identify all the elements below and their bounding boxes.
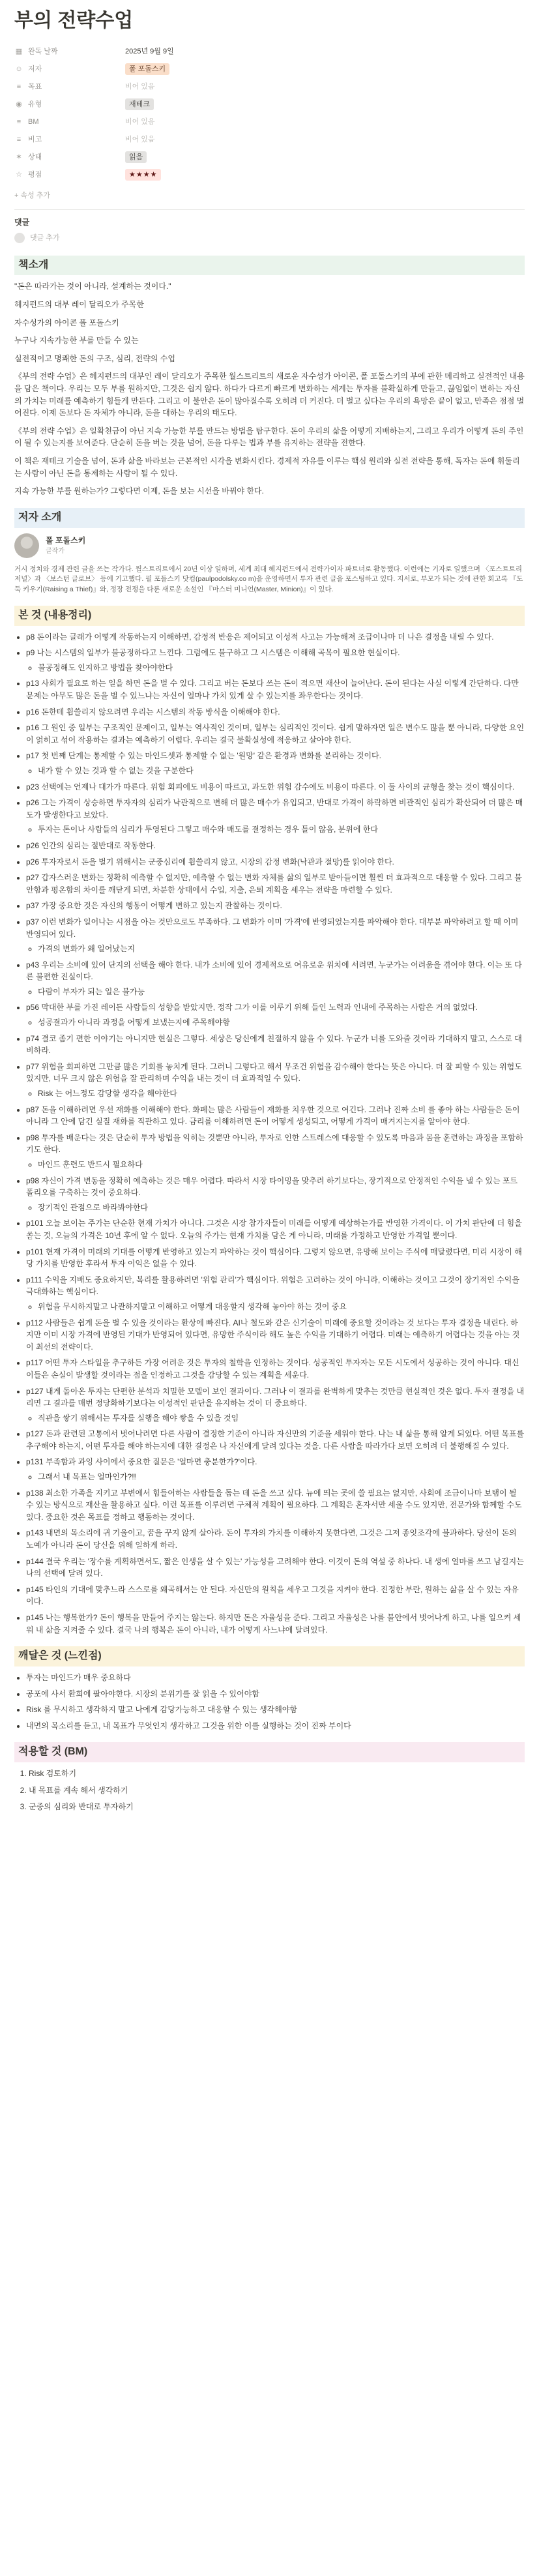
note-text: p16 그 원인 중 일부는 구조적인 문제이고, 일부는 역사적인 것이며, 일부는 심리적인 것이다. 쉽게 말하자면 일은 변수도 많을 뿐 아니라, 다양한 요인이 얽히고 섞어 작용하는 결과는 예측하기 어렵다. 우리는 결국 불확실성에 적응하고 살아야 한다. [26, 723, 525, 745]
property-label: 평점 [28, 170, 42, 179]
note-item [26, 1612, 525, 1636]
add-property-button[interactable]: + 속성 추가 [14, 192, 51, 200]
property-tag: 재테크 [125, 98, 154, 110]
property-row[interactable] [14, 131, 525, 149]
author-bio: 거시 정치와 경제 관련 글을 쓰는 작가다. 월스트리트에서 20년 이상 일하며, 세계 최대 헤지펀드에서 전략가이자 파트너로 활동했다. 이런에는 기자로 일했으며 〈포스트트리 저널〉과 〈보스턴 글로브〉 등에 기고했다. 필 포돌스키 닷컴(paulpodolsky.co m)을 운영하면서 투자 관련 글을 포스팅하고 있다. 지서로, 부모가 되는 것에 관한 회고록 『도둑 키우기(Raising a Thief)』와, 정장 전쟁을 다룬 새로운 소설인 『마스터 미니언(Master, Minion)』이 있다. [14, 565, 523, 594]
notes-list [14, 631, 525, 1636]
note-item [26, 1317, 525, 1354]
note-item [26, 1104, 525, 1128]
text-icon: ≡ [16, 118, 22, 126]
divider [14, 209, 525, 210]
note-item [26, 1385, 525, 1425]
note-subitem: ◦ 투자는 톤이나 사람들의 심리가 투영된다 그렇고 매수와 매도를 결정하는 경우 틀이 않음, 분위에 한다 [38, 823, 525, 836]
lessons-list [14, 1672, 525, 1732]
intro-paragraph: 《부의 전략 수업》은 일확천금이 아닌 지속 가능한 부를 만드는 방법을 탐구한다. 돈이 우리의 삶을 어떻게 지배하는지, 그리고 우리가 어떻게 돈의 주인이 될 수 있는지를 보여준다. 단순히 돈을 버는 것을 넘어, 돈을 다루는 법과 부를 유지하는 전략을 전한다. [14, 426, 524, 448]
apply-item: 1. Risk 검토하기 [29, 1768, 525, 1780]
note-item [26, 856, 525, 868]
property-tag: 읽음 [125, 151, 147, 163]
intro-paragraph: "돈은 따라가는 것이 아니라, 설계하는 것이다." [14, 282, 171, 291]
note-sublist [26, 986, 525, 998]
note-subitem: ◦ 성공결과가 아니라 과정을 어떻게 보냈는지에 주목해야함 [38, 1016, 525, 1029]
note-item [26, 1456, 525, 1483]
note-text: p111 수익을 지배도 중요하지만, 복리를 활용하려면 '위험 관리'가 핵심이다. 위험은 고려하는 것이 아니라, 이해하는 것이고 그것이 장기적인 수익을 극대화하는 핵심이다. [26, 1275, 519, 1297]
note-text: p112 사람들은 쉽게 돈을 벌 수 있을 것이라는 환상에 빠진다. AI나 철도와 같은 신기술이 미래에 중요할 것이라는 것 보다는 투자 결정을 내린다. 하지만 이미 시장 가격에 반영된 기대가 반영되어 있다면, 유망한 주식이라 해도 높은 수익을 기대하기 어렵다. 미래는 예측하기 어렵다는 것을 아는 것이 최선의 전략이다. [26, 1318, 520, 1352]
property-row[interactable] [14, 78, 525, 96]
property-row[interactable] [14, 113, 525, 131]
property-label: BM [28, 117, 39, 126]
author-role: 글작가 [46, 548, 65, 555]
property-label: 비고 [28, 135, 42, 143]
select-icon: ◉ [16, 100, 22, 109]
property-key [14, 170, 125, 181]
note-item [26, 631, 525, 644]
section-heading-apply: 적용할 것 (BM) [14, 1742, 525, 1762]
note-text: p138 최소한 가족을 지키고 부변에서 힘들어하는 사람들을 돕는 데 돈을 쓰고 싶다. 뉴에 띄는 곳에 쓸 필요는 없지만, 사회에 조금이나마 보탬이 될 수 있는 방식으로 재산을 활용하고 싶다. 이런 목표를 이루려면 구체적 계획이 필요하다. 그 계획은 혼자서만 세울 수도 있지만, 전문가와 함께할 수도 있다. 중요한 것은 목표를 정하고 행동하는 것이다. [26, 1488, 522, 1522]
property-row[interactable] [14, 149, 525, 166]
note-item [26, 1217, 525, 1241]
note-text: p43 우리는 소비에 있어 단지의 선택을 해야 한다. 내가 소비에 있어 경제적으로 여유로운 위치에 서려면, 누군가는 어려움을 겪어야 한다. 이는 또 다른 불편한 진실이다. [26, 960, 522, 982]
note-sublist [26, 943, 525, 955]
star-icon: ☆ [16, 171, 22, 179]
note-text: p144 결국 우리는 '장수를 계획하면서도, 짧은 인생을 살 수 있는' 가능성을 고려해야 한다. 이것이 돈의 역설 중 하나다. 내 생에 얼마를 쓰고 남길지는 나의 선택에 달려 있다. [26, 1556, 524, 1578]
note-text: p27 갑자스러운 변화는 정확히 예측할 수 없지만, 예측할 수 없는 변화 자체를 삶의 일부로 받아들이면 훨씬 더 효과적으로 대응할 수 있다. 그리고 불안함과 평온함의 차이를 깨닫게 되면, 차분한 상태에서 수입, 지출, 은퇴 계획을 세우는 전략을 마련할 수 있다. [26, 873, 522, 895]
property-value[interactable] [125, 134, 155, 145]
note-item [26, 872, 525, 896]
avatar [14, 233, 25, 243]
note-item [26, 706, 525, 718]
note-item [26, 1556, 525, 1580]
note-item [26, 1527, 525, 1551]
intro-body [14, 280, 525, 497]
calendar-icon: ▦ [15, 48, 23, 56]
page-title: 부의 전략수업 [14, 10, 134, 31]
note-sublist [26, 1412, 525, 1425]
note-item [26, 1061, 525, 1100]
note-text: p127 내게 돌아온 투자는 단편한 분석과 치밀한 모델이 보인 결과이다. 그러나 이 결과를 완벽하게 맞추는 것만큼 현실적인 것은 없다. 투자 결정을 내리면 그 결과를 매번 정당화하기보다는 이성적인 판단을 유지하는 것이 더 중요하다. [26, 1386, 525, 1408]
note-text: p8 돈이라는 글래가 어떻게 작동하는지 이해하면, 감정적 반응은 제어되고 이성적 사고는 가능해져 조급이나마 더 나은 결정을 내릴 수 있다. [26, 632, 494, 642]
note-text: p23 선택에는 언제나 대가가 따른다. 위험 회피에도 비용이 따르고, 과도한 위험 감수에도 비용이 따른다. 이 둘 사이의 균형을 찾는 것이 핵심이다. [26, 782, 515, 792]
apply-item: 2. 내 목표를 계속 해서 생각하기 [29, 1784, 525, 1797]
note-item [26, 1357, 525, 1381]
property-label: 유형 [28, 100, 42, 108]
note-sublist [26, 1471, 525, 1483]
note-item [26, 840, 525, 852]
property-label: 저자 [28, 65, 42, 73]
comments-heading: 댓글 [14, 218, 30, 228]
note-sublist [26, 823, 525, 836]
note-text: p74 결코 좀기 편한 이야기는 아니지만 현실은 그렇다. 세상은 당신에게 친절하지 않을 수 있다. 누군가 너를 도와줄 것이라 기대하지 말고, 스스로 대비하라. [26, 1033, 522, 1056]
note-item [26, 750, 525, 777]
note-text: p37 이런 변화가 일어나는 시점을 아는 것만으로도 부족하다. 그 변화가 이미 '가격'에 반영되었는지를 파악해야 한다. 대부분 파악하려고 할 때 이미 반영되어 있다. [26, 917, 519, 939]
section-heading-lessons: 깨달은 것 (느낀점) [14, 1646, 525, 1666]
property-value[interactable] [125, 151, 147, 163]
note-subitem: ◦ 장기적인 관점으로 바라봐야한다 [38, 1202, 525, 1214]
note-text: p127 돈과 관련된 고통에서 벗어나려면 다른 사람이 결정한 기준이 아니라 자신만의 기준을 세워야 한다. 나는 내 삶을 통해 알게 되었다. 어떤 목표를 추구해야 하는지, 어떤 투자를 해야 하는지에 대한 결정은 나 자신에게 달려 있다는 것을. 다른 사람을 따라가다 보면 오히려 더 불행해질 수 있다. [26, 1429, 525, 1451]
note-text: p143 내면의 목소리에 귀 기울이고, 꿈을 꾸지 않게 살아라. 돈이 투자의 가치를 이해하지 못한다면, 그것은 그저 종잇조각에 불과하다. 당신이 돈의 노예가 아니라 돈이 당신을 위해 일하게 하라. [26, 1528, 517, 1550]
note-text: p9 나는 시스템의 일부가 불공정하다고 느낀다. 그럼에도 불구하고 그 시스템은 이해해 곡목이 필요한 현실이다. [26, 648, 400, 658]
note-item [26, 722, 525, 746]
property-tag: ★★★★ [125, 169, 161, 181]
intro-paragraph: 자수성가의 아이콘 폴 포돌스키 [14, 318, 119, 327]
section-heading-intro: 책소개 [14, 256, 525, 276]
note-text: p101 오늘 보이는 주가는 단순한 현재 가치가 아니다. 그것은 시장 참가자들이 미래를 어떻게 예상하는가를 반영한 가격이다. 이 가치 판단에 더 힘을 쏟는 것, 오늘의 가격은 10년 후에 알 수 없다. 오늘의 주가는 현재 가치를 담은 게 아니라, 미래를 가정하고 반영한 가격일 뿐이다. [26, 1219, 522, 1240]
note-item [26, 916, 525, 955]
note-text: p26 투자자로서 돈을 벌기 위해서는 군중심리에 휩쓸리지 않고, 시장의 감정 변화(낙관과 절망)를 읽어야 한다. [26, 857, 394, 866]
note-item [26, 647, 525, 674]
note-sublist [26, 1016, 525, 1029]
note-text: p13 사회가 필요로 하는 일을 하면 돈을 벌 수 있다. 그리고 버는 돈보다 쓰는 돈이 적으면 재산이 늘어난다. 돈이 된다는 사실 이렇게 간단하다. 다만 문제는 아무도 많은 돈을 벌 수 있느냐는 자신이 얼마나 가치 있게 살 수 있는지를 좌우한다는 것이다. [26, 679, 519, 701]
property-value[interactable] [125, 98, 154, 110]
text-icon: ≡ [16, 83, 22, 91]
property-row[interactable] [14, 43, 525, 61]
section-heading-notes: 본 것 (내용정리) [14, 606, 525, 626]
note-text: p87 돈을 이해하려면 우선 재화를 이해해야 한다. 화폐는 많은 사람들이 재화를 치우한 것으로 여긴다. 그러나 진짜 소비 를 좋아 하는 사람들은 돈이 아니라 그 안에 담긴 실질 재화를 직관하고 있다. 금리를 이해하려면 돈이 어떻게 생성되고, 어떻게 가격이 매겨지는지를 알아야 한다. [26, 1104, 520, 1127]
property-value[interactable] [125, 46, 174, 57]
note-text: p16 돈한테 휩쓸리지 않으려면 우리는 시스템의 작동 방식을 이해해야 한다. [26, 707, 280, 717]
note-text: p77 위험을 회피하면 그만큼 많은 기회를 놓치게 된다. 그러니 그렇다고 해서 무조건 위험을 감수해야 한다는 뜻은 아니다. 더 잘 피할 수 있는 위험도 있지만, 너무 크지 않은 위험을 잘 관리하며 수익을 내는 것이 더 효과적일 수 있다. [26, 1061, 522, 1084]
property-label: 상태 [28, 153, 42, 161]
text-icon: ≡ [16, 136, 22, 144]
property-text: 비어 있음 [125, 135, 155, 143]
note-text: p131 부족함과 과잉 사이에서 중요한 질문은 '얼마면 충분한가?'이다. [26, 1457, 257, 1467]
intro-paragraph: 실전적이고 명쾌한 돈의 구조, 심리, 전략의 수업 [14, 353, 175, 363]
note-item [26, 1132, 525, 1171]
note-item [26, 1428, 525, 1452]
property-label: 완독 날짜 [28, 47, 58, 55]
note-text: p101 현재 가격이 미래의 기대를 어떻게 반영하고 있는지 파악하는 것이 핵심이다. 그렇지 않으면, 유망해 보이는 주식에 매달렸다면, 미리 시장이 해당 가치를 반영한 후라서 투자 이익은 없을 수 있다. [26, 1247, 522, 1269]
note-text: p26 인간의 심리는 절반대로 작동한다. [26, 840, 156, 850]
note-sublist [26, 765, 525, 777]
intro-paragraph: 지속 가능한 부를 원하는가? 그렇다면 이제, 돈을 보는 시선을 바꿔야 한다. [14, 486, 264, 496]
property-text: 비어 있음 [125, 117, 155, 126]
property-label: 목표 [28, 82, 42, 91]
person-icon: ☺ [15, 65, 23, 74]
lesson-item: • 내면의 목소리를 듣고, 내 목표가 무엇인지 생각하고 그것을 위한 이를 실행하는 것이 진짜 부이다 [26, 1720, 525, 1732]
note-item [26, 1487, 525, 1524]
note-text: p98 투자를 배운다는 것은 단순히 투자 방법을 익히는 것뿐만 아니라, 투자로 인한 스트레스에 대응할 수 있도록 마음과 몸을 훈련하는 과정을 포함하기도 한다. [26, 1133, 523, 1155]
note-item [26, 1175, 525, 1214]
property-value[interactable] [125, 169, 161, 181]
property-key [14, 134, 125, 145]
note-item [26, 900, 525, 912]
lesson-item: • 투자는 마인드가 매우 중요하다 [26, 1672, 525, 1684]
apply-list [14, 1768, 525, 1813]
note-text: p145 나는 행복한가? 돈이 행복을 만들어 주지는 않는다. 하지만 돈은 자율성을 준다. 그리고 자율성은 나를 불안에서 벗어나게 하고, 나를 일으켜 세워 내 삶을 지켜줄 수 있다. 결국 나의 행복은 돈이 아니라, 내가 어떻게 사느냐에 달려있다. [26, 1613, 521, 1635]
properties-table [14, 43, 525, 184]
note-item [26, 1274, 525, 1313]
note-subitem: ◦ Risk 는 어느정도 감당할 생각을 해야한다 [38, 1088, 525, 1100]
note-item [26, 1033, 525, 1057]
note-text: p117 어떤 투자 스타일을 추구하든 가장 어려운 것은 투자의 철학을 인정하는 것이다. 성공적인 투자자는 모든 시도에서 성공하는 것이 아니다. 대신 이들은 손실이 발생할 것이라는 점을 인정하고 그것을 감당할 수 있는 계획을 세운다. [26, 1358, 519, 1380]
apply-item: 3. 군중의 심리와 반대로 투자하기 [29, 1801, 525, 1813]
author-name: 폴 포돌스키 [46, 535, 86, 545]
note-subitem: ◦ 마인드 훈련도 반드시 필요하다 [38, 1159, 525, 1171]
note-subitem: ◦ 위험을 무시하지말고 나관하지말고 이해하고 어떻게 대응할지 생각해 놓아야 하는 것이 중요 [38, 1301, 525, 1313]
property-row[interactable] [14, 96, 525, 113]
intro-paragraph: 누구나 지속가능한 부를 만들 수 있는 [14, 336, 139, 346]
note-item [26, 677, 525, 702]
property-key [14, 99, 125, 110]
note-subitem: ◦ 다람이 부자가 되는 일은 불가능 [38, 986, 525, 998]
note-text: p37 가장 중요한 것은 자신의 행동이 어떻게 변하고 있는지 관찰하는 것이다. [26, 901, 282, 911]
status-icon: ✶ [16, 153, 22, 162]
add-comment-row[interactable] [14, 233, 525, 244]
property-row[interactable] [14, 166, 525, 184]
intro-paragraph: 《부의 전략 수업》은 헤지펀드의 대부인 레이 달리오가 주목한 월스트리트의 새로운 자수성가 아이콘, 폴 포돌스키의 부에 관한 메리하고 실전적인 내용을 담은 책이다. 우리는 모두 부를 원하지만, 그것은 쉽지 않다. 하다가 다르게 빠르게 변화하는 세계는 투자를 불확실하게 만들고, 끊임없이 변하는 자신의 가치는 미래를 예측하기 힘들게 만든다. 그리고 이 불안은 돈이 많아질수록 오히려 더 커진다. 더 벌고 싶다는 우리의 욕망은 끝이 없고, 만족은 점점 멀어진다. 이제 돈보다 돈 자체가 아니라, 돈을 대하는 우리의 태도다. [14, 372, 525, 418]
note-item [26, 781, 525, 793]
note-subitem: ◦ 가격의 변화가 왜 일어났는지 [38, 943, 525, 955]
property-text: 비어 있음 [125, 82, 155, 91]
note-text: p56 막대한 부를 가진 레이든 사람들의 성향을 받았지만, 정작 그가 이를 이루기 위해 들인 노력과 인내에 주목하는 사람은 거의 없었다. [26, 1003, 478, 1013]
note-text: p17 첫 번째 단계는 통제할 수 있는 마인드셋과 통제할 수 없는 '원망' 같은 환경과 변화를 분리하는 것이다. [26, 751, 381, 761]
property-value[interactable] [125, 117, 155, 128]
property-value[interactable] [125, 63, 169, 75]
note-item [26, 797, 525, 836]
note-sublist [26, 1301, 525, 1313]
section-heading-author: 저자 소개 [14, 508, 525, 528]
note-text: p98 자신이 가격 변동을 정확히 예측하는 것은 매우 어렵다. 따라서 시장 타이밍을 맞추려 하기보다는, 장기적으로 안정적인 수익을 낼 수 있는 포트폴리오를 구축하는 것이 중요하다. [26, 1176, 518, 1198]
property-tag: 폴 포돌스키 [125, 63, 169, 75]
note-subitem: ◦ 직관을 쌓기 위해서는 투자를 실행을 해야 쌓을 수 있을 것임 [38, 1412, 525, 1425]
note-subitem: ◦ 그래서 내 목표는 얼마인가?!! [38, 1471, 525, 1483]
note-text: p26 그는 가격이 상승하면 투자자의 심리가 낙관적으로 변해 더 많은 매수가 유입되고, 반대로 가격이 하락하면 비관적인 심리가 확산되어 더 많은 매도가 발생한다고 보았다. [26, 798, 523, 820]
property-key [14, 152, 125, 163]
comment-input[interactable]: 댓글 추가 [30, 233, 60, 242]
intro-paragraph: 헤지펀드의 대부 레이 달리오가 주목한 [14, 300, 144, 310]
property-key [14, 81, 125, 93]
property-key [14, 117, 125, 128]
note-sublist [26, 1088, 525, 1100]
note-sublist [26, 1202, 525, 1214]
property-key [14, 64, 125, 75]
property-key [14, 46, 125, 57]
note-text: p145 타인의 기대에 맞추느라 스스로를 왜곡해서는 안 된다. 자신만의 원칙을 세우고 그것을 지켜야 한다. 진정한 부란, 원하는 삶을 살 수 있는 자유이다. [26, 1584, 519, 1606]
lesson-item: • Risk 를 무시하고 생각하지 말고 나에게 감당가능하고 대응할 수 있는 생각해야함 [26, 1704, 525, 1716]
note-sublist [26, 662, 525, 674]
intro-paragraph: 이 책은 재테크 기술을 넘어, 돈과 삶을 바라보는 근본적인 시각을 변화시킨다. 경제적 자유를 이루는 핵심 원리와 실전 전략을 통해, 독자는 돈에 휘둘리는 사람이 아닌 돈을 통제하는 사람이 될 수 있다. [14, 456, 520, 478]
note-item [26, 1001, 525, 1028]
note-subitem: ◦ 내가 할 수 있는 것과 할 수 없는 것을 구분한다 [38, 765, 525, 777]
property-row[interactable] [14, 61, 525, 78]
lesson-item: • 공포에 사서 환희에 팔아야한다. 시장의 분위기를 잘 읽을 수 있어야함 [26, 1688, 525, 1700]
property-value[interactable] [125, 81, 155, 93]
note-item [26, 959, 525, 998]
author-card[interactable] [14, 533, 525, 558]
note-item [26, 1584, 525, 1608]
property-text: 2025년 9월 9일 [125, 47, 174, 55]
note-subitem: ◦ 불공정해도 인지하고 방법을 찾아야한다 [38, 662, 525, 674]
author-avatar [14, 533, 39, 558]
note-sublist [26, 1159, 525, 1171]
note-item [26, 1246, 525, 1270]
